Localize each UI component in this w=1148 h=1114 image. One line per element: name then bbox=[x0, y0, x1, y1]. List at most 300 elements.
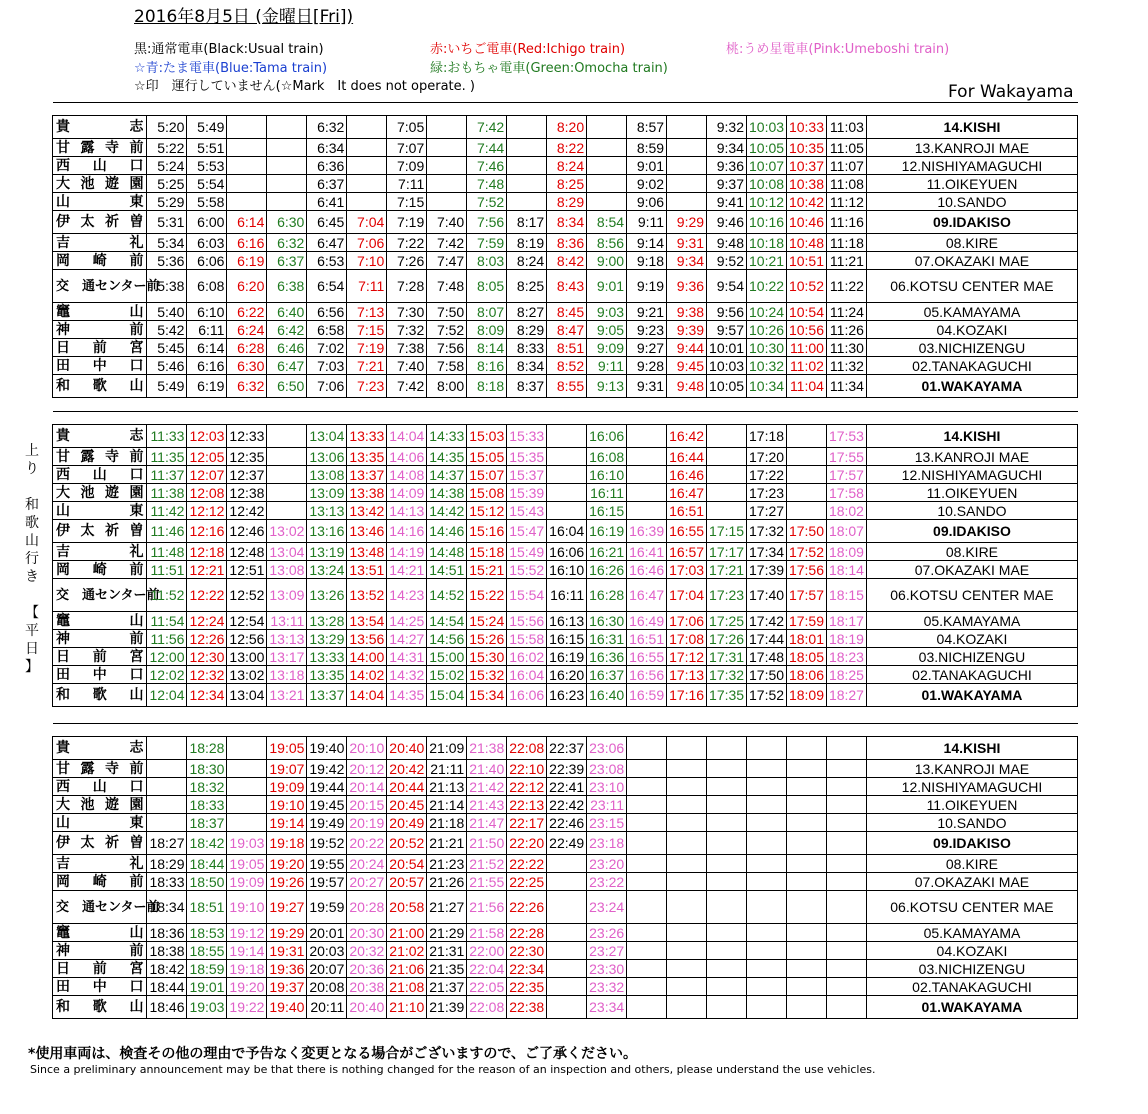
departure-time: 10:35 bbox=[786, 139, 826, 157]
departure-time: 21:37 bbox=[427, 978, 467, 996]
departure-time: 18:27 bbox=[147, 832, 187, 855]
departure-time bbox=[667, 116, 707, 139]
departure-time bbox=[227, 814, 267, 832]
departure-time: 18:36 bbox=[147, 924, 187, 942]
departure-time: 10:22 bbox=[747, 270, 787, 303]
station-name-en: 07.OKAZAKI MAE bbox=[866, 873, 1077, 891]
departure-time: 10:21 bbox=[747, 252, 787, 270]
station-name-ja: 甘露寺前 bbox=[53, 139, 147, 157]
timetable-evening bbox=[52, 723, 1078, 1019]
departure-time: 11:51 bbox=[147, 561, 187, 579]
departure-time: 11:12 bbox=[826, 193, 866, 211]
departure-time: 12:03 bbox=[187, 425, 227, 448]
departure-time bbox=[667, 737, 707, 760]
departure-time: 13:09 bbox=[267, 579, 307, 612]
departure-time: 19:52 bbox=[307, 832, 347, 855]
departure-time: 12:02 bbox=[147, 666, 187, 684]
departure-time: 14:04 bbox=[387, 425, 427, 448]
station-name-en: 03.NICHIZENGU bbox=[866, 339, 1077, 357]
departure-time bbox=[667, 978, 707, 996]
departure-time: 16:31 bbox=[587, 630, 627, 648]
departure-time: 14:04 bbox=[347, 684, 387, 707]
departure-time: 21:23 bbox=[427, 855, 467, 873]
departure-time: 15:34 bbox=[467, 684, 507, 707]
departure-time: 9:36 bbox=[707, 157, 747, 175]
departure-time: 19:09 bbox=[267, 778, 307, 796]
departure-time: 14:35 bbox=[427, 448, 467, 466]
departure-time: 21:35 bbox=[427, 960, 467, 978]
departure-time: 22:30 bbox=[507, 942, 547, 960]
departure-time: 12:22 bbox=[187, 579, 227, 612]
departure-time: 18:34 bbox=[147, 891, 187, 924]
station-name-ja: 山東 bbox=[53, 193, 147, 211]
departure-time: 8:59 bbox=[627, 139, 667, 157]
departure-time: 18:17 bbox=[826, 612, 866, 630]
departure-time: 21:13 bbox=[427, 778, 467, 796]
departure-time bbox=[826, 832, 866, 855]
departure-time bbox=[227, 175, 267, 193]
departure-time: 14:02 bbox=[347, 666, 387, 684]
departure-time: 6:40 bbox=[267, 303, 307, 321]
departure-time: 22:25 bbox=[507, 873, 547, 891]
legend-blue: ☆青:たま電車(Blue:Tama train) bbox=[134, 61, 328, 76]
departure-time: 6:00 bbox=[187, 211, 227, 234]
departure-time: 13:33 bbox=[307, 648, 347, 666]
departure-time: 8:05 bbox=[467, 270, 507, 303]
departure-time: 19:40 bbox=[307, 737, 347, 760]
departure-time: 21:31 bbox=[427, 942, 467, 960]
departure-time: 12:46 bbox=[227, 520, 267, 543]
departure-time: 20:40 bbox=[387, 737, 427, 760]
departure-time: 22:05 bbox=[467, 978, 507, 996]
departure-time: 6:50 bbox=[267, 375, 307, 398]
departure-time: 6:06 bbox=[187, 252, 227, 270]
departure-time: 19:14 bbox=[227, 942, 267, 960]
departure-time: 13:11 bbox=[267, 612, 307, 630]
departure-time: 18:37 bbox=[187, 814, 227, 832]
departure-time: 15:22 bbox=[467, 579, 507, 612]
departure-time bbox=[547, 873, 587, 891]
departure-time: 21:43 bbox=[467, 796, 507, 814]
station-name-en: 14.KISHI bbox=[866, 425, 1077, 448]
departure-time: 11:52 bbox=[147, 579, 187, 612]
departure-time: 19:05 bbox=[227, 855, 267, 873]
departure-time bbox=[707, 855, 747, 873]
departure-time bbox=[507, 116, 547, 139]
departure-time: 10:54 bbox=[786, 303, 826, 321]
table-row bbox=[53, 211, 1078, 234]
departure-time bbox=[786, 448, 826, 466]
departure-time: 14:52 bbox=[427, 579, 467, 612]
departure-time: 17:21 bbox=[707, 561, 747, 579]
departure-time: 16:51 bbox=[627, 630, 667, 648]
departure-time: 14:08 bbox=[387, 466, 427, 484]
departure-time: 6:53 bbox=[307, 252, 347, 270]
departure-time: 21:02 bbox=[387, 942, 427, 960]
departure-time: 13:02 bbox=[267, 520, 307, 543]
departure-time: 8:36 bbox=[547, 234, 587, 252]
departure-time: 12:04 bbox=[147, 684, 187, 707]
departure-time bbox=[786, 425, 826, 448]
departure-time: 20:28 bbox=[347, 891, 387, 924]
departure-time: 12:51 bbox=[227, 561, 267, 579]
departure-time: 6:14 bbox=[187, 339, 227, 357]
departure-time: 15:33 bbox=[507, 425, 547, 448]
departure-time bbox=[627, 873, 667, 891]
departure-time: 7:22 bbox=[387, 234, 427, 252]
departure-time: 7:10 bbox=[347, 252, 387, 270]
departure-time: 16:56 bbox=[627, 666, 667, 684]
departure-time: 14:56 bbox=[427, 630, 467, 648]
departure-time: 20:49 bbox=[387, 814, 427, 832]
departure-time: 22:10 bbox=[507, 760, 547, 778]
departure-time: 20:42 bbox=[387, 760, 427, 778]
departure-time: 13:24 bbox=[307, 561, 347, 579]
departure-time: 15:08 bbox=[467, 484, 507, 502]
departure-time: 6:34 bbox=[307, 139, 347, 157]
departure-time: 15:37 bbox=[507, 466, 547, 484]
departure-time bbox=[227, 760, 267, 778]
side-label-char: 】 bbox=[25, 659, 39, 675]
departure-time: 18:53 bbox=[187, 924, 227, 942]
departure-time: 9:48 bbox=[707, 234, 747, 252]
departure-time: 21:55 bbox=[467, 873, 507, 891]
departure-time: 8:09 bbox=[467, 321, 507, 339]
departure-time bbox=[707, 760, 747, 778]
table-row bbox=[53, 873, 1078, 891]
departure-time: 22:42 bbox=[547, 796, 587, 814]
departure-time: 18:59 bbox=[187, 960, 227, 978]
departure-time bbox=[227, 116, 267, 139]
departure-time: 19:57 bbox=[307, 873, 347, 891]
departure-time: 20:27 bbox=[347, 873, 387, 891]
timetable-morning bbox=[52, 102, 1078, 398]
departure-time bbox=[427, 139, 467, 157]
departure-time: 9:00 bbox=[587, 252, 627, 270]
departure-time: 15:02 bbox=[427, 666, 467, 684]
departure-time bbox=[587, 193, 627, 211]
table-row bbox=[53, 543, 1078, 561]
departure-time: 18:01 bbox=[786, 630, 826, 648]
table-row bbox=[53, 579, 1078, 612]
departure-time: 17:39 bbox=[747, 561, 787, 579]
departure-time bbox=[707, 942, 747, 960]
departure-time bbox=[627, 737, 667, 760]
departure-time bbox=[747, 996, 787, 1019]
departure-time: 21:47 bbox=[467, 814, 507, 832]
departure-time: 13:00 bbox=[227, 648, 267, 666]
side-label-char bbox=[24, 478, 40, 496]
departure-time: 17:42 bbox=[747, 612, 787, 630]
departure-time: 13:08 bbox=[267, 561, 307, 579]
departure-time: 18:32 bbox=[187, 778, 227, 796]
departure-time bbox=[627, 778, 667, 796]
departure-time: 13:18 bbox=[267, 666, 307, 684]
departure-time: 17:32 bbox=[747, 520, 787, 543]
departure-time: 12:05 bbox=[187, 448, 227, 466]
departure-time: 19:40 bbox=[267, 996, 307, 1019]
station-name-ja: 貴志 bbox=[53, 425, 147, 448]
departure-time: 17:15 bbox=[707, 520, 747, 543]
departure-time: 16:40 bbox=[587, 684, 627, 707]
departure-time: 17:27 bbox=[747, 502, 787, 520]
departure-time bbox=[547, 960, 587, 978]
departure-time: 23:20 bbox=[587, 855, 627, 873]
departure-time: 16:55 bbox=[667, 520, 707, 543]
station-name-ja: 貴志 bbox=[53, 116, 147, 139]
departure-time: 5:24 bbox=[147, 157, 187, 175]
departure-time: 11:48 bbox=[147, 543, 187, 561]
departure-time: 9:18 bbox=[627, 252, 667, 270]
departure-time: 10:51 bbox=[786, 252, 826, 270]
departure-time: 23:15 bbox=[587, 814, 627, 832]
departure-time: 19:10 bbox=[227, 891, 267, 924]
departure-time: 7:52 bbox=[427, 321, 467, 339]
departure-time: 9:34 bbox=[707, 139, 747, 157]
departure-time: 6:32 bbox=[227, 375, 267, 398]
departure-time bbox=[667, 832, 707, 855]
departure-time: 21:14 bbox=[427, 796, 467, 814]
departure-time: 19:12 bbox=[227, 924, 267, 942]
station-name-en: 08.KIRE bbox=[866, 234, 1077, 252]
departure-time: 13:26 bbox=[307, 579, 347, 612]
table-row bbox=[53, 832, 1078, 855]
station-name-ja: 西山口 bbox=[53, 157, 147, 175]
departure-time: 7:06 bbox=[307, 375, 347, 398]
departure-time: 15:07 bbox=[467, 466, 507, 484]
departure-time: 15:39 bbox=[507, 484, 547, 502]
departure-time: 22:34 bbox=[507, 960, 547, 978]
departure-time bbox=[667, 891, 707, 924]
station-name-en: 11.OIKEYUEN bbox=[866, 484, 1077, 502]
departure-time: 6:19 bbox=[187, 375, 227, 398]
table-row bbox=[53, 630, 1078, 648]
departure-time: 18:06 bbox=[786, 666, 826, 684]
departure-time: 10:07 bbox=[747, 157, 787, 175]
departure-time: 15:24 bbox=[467, 612, 507, 630]
station-name-en: 11.OIKEYUEN bbox=[866, 796, 1077, 814]
table-row bbox=[53, 648, 1078, 666]
departure-time bbox=[627, 484, 667, 502]
departure-time: 10:01 bbox=[707, 339, 747, 357]
departure-time: 14:27 bbox=[387, 630, 427, 648]
departure-time: 9:45 bbox=[667, 357, 707, 375]
departure-time: 11:02 bbox=[786, 357, 826, 375]
departure-time: 6:14 bbox=[227, 211, 267, 234]
departure-time: 14:38 bbox=[427, 484, 467, 502]
departure-time bbox=[267, 502, 307, 520]
departure-time bbox=[826, 978, 866, 996]
departure-time: 13:04 bbox=[227, 684, 267, 707]
departure-time bbox=[786, 855, 826, 873]
departure-time: 19:09 bbox=[227, 873, 267, 891]
departure-time: 21:11 bbox=[427, 760, 467, 778]
departure-time: 10:24 bbox=[747, 303, 787, 321]
departure-time bbox=[707, 737, 747, 760]
departure-time: 9:38 bbox=[667, 303, 707, 321]
departure-time: 13:35 bbox=[307, 666, 347, 684]
note-japanese: *使用車両は、検査その他の理由で予告なく変更となる場合がございますので、ご了承ください。 bbox=[28, 1046, 638, 1062]
station-name-en: 10.SANDO bbox=[866, 814, 1077, 832]
table-row bbox=[53, 357, 1078, 375]
departure-time: 19:55 bbox=[307, 855, 347, 873]
departure-time: 16:41 bbox=[627, 543, 667, 561]
departure-time: 7:38 bbox=[387, 339, 427, 357]
departure-time: 18:42 bbox=[147, 960, 187, 978]
departure-time: 6:19 bbox=[227, 252, 267, 270]
departure-time: 11:24 bbox=[826, 303, 866, 321]
station-name-en: 07.OKAZAKI MAE bbox=[866, 252, 1077, 270]
departure-time: 16:28 bbox=[587, 579, 627, 612]
departure-time bbox=[747, 978, 787, 996]
departure-time: 15:32 bbox=[467, 666, 507, 684]
departure-time: 11:38 bbox=[147, 484, 187, 502]
departure-time bbox=[547, 448, 587, 466]
departure-time: 16:51 bbox=[667, 502, 707, 520]
departure-time: 6:32 bbox=[267, 234, 307, 252]
departure-time: 12:33 bbox=[227, 425, 267, 448]
departure-time: 19:14 bbox=[267, 814, 307, 832]
departure-time: 12:42 bbox=[227, 502, 267, 520]
side-label-char: 和 bbox=[25, 497, 39, 513]
table-row bbox=[53, 612, 1078, 630]
station-name-ja: 山東 bbox=[53, 502, 147, 520]
departure-time: 13:13 bbox=[267, 630, 307, 648]
departure-time bbox=[707, 891, 747, 924]
departure-time: 9:11 bbox=[587, 357, 627, 375]
station-name-ja: 和歌山 bbox=[53, 996, 147, 1019]
departure-time: 16:04 bbox=[547, 520, 587, 543]
departure-time: 19:20 bbox=[267, 855, 307, 873]
side-label-char bbox=[24, 586, 40, 604]
departure-time: 16:47 bbox=[627, 579, 667, 612]
departure-time bbox=[667, 960, 707, 978]
station-name-en: 13.KANROJI MAE bbox=[866, 760, 1077, 778]
departure-time: 20:22 bbox=[347, 832, 387, 855]
departure-time: 20:57 bbox=[387, 873, 427, 891]
departure-time bbox=[707, 978, 747, 996]
departure-time: 9:54 bbox=[707, 270, 747, 303]
departure-time: 16:06 bbox=[507, 684, 547, 707]
departure-time bbox=[547, 425, 587, 448]
departure-time bbox=[347, 139, 387, 157]
departure-time: 10:12 bbox=[747, 193, 787, 211]
departure-time bbox=[267, 116, 307, 139]
departure-time bbox=[786, 466, 826, 484]
departure-time bbox=[627, 502, 667, 520]
departure-time: 8:24 bbox=[507, 252, 547, 270]
departure-time: 6:16 bbox=[187, 357, 227, 375]
departure-time: 9:03 bbox=[587, 303, 627, 321]
departure-time: 21:52 bbox=[467, 855, 507, 873]
station-name-ja: 日前宮 bbox=[53, 960, 147, 978]
departure-time bbox=[826, 737, 866, 760]
departure-time: 17:55 bbox=[826, 448, 866, 466]
departure-time: 7:07 bbox=[387, 139, 427, 157]
departure-time: 5:54 bbox=[187, 175, 227, 193]
departure-time bbox=[707, 924, 747, 942]
station-name-ja: 甘露寺前 bbox=[53, 760, 147, 778]
departure-time bbox=[147, 796, 187, 814]
station-name-en: 10.SANDO bbox=[866, 502, 1077, 520]
departure-time: 22:13 bbox=[507, 796, 547, 814]
departure-time: 16:13 bbox=[547, 612, 587, 630]
station-name-ja: 田中口 bbox=[53, 357, 147, 375]
departure-time bbox=[747, 960, 787, 978]
departure-time bbox=[707, 796, 747, 814]
departure-time: 17:40 bbox=[747, 579, 787, 612]
departure-time: 20:08 bbox=[307, 978, 347, 996]
departure-time: 13:16 bbox=[307, 520, 347, 543]
departure-time: 16:39 bbox=[627, 520, 667, 543]
departure-time: 13:04 bbox=[307, 425, 347, 448]
departure-time: 18:29 bbox=[147, 855, 187, 873]
departure-time bbox=[627, 942, 667, 960]
departure-time: 9:31 bbox=[627, 375, 667, 398]
departure-time: 16:21 bbox=[587, 543, 627, 561]
departure-time: 17:03 bbox=[667, 561, 707, 579]
departure-time: 6:20 bbox=[227, 270, 267, 303]
departure-time: 8:33 bbox=[507, 339, 547, 357]
departure-time: 8:20 bbox=[547, 116, 587, 139]
station-name-en: 04.KOZAKI bbox=[866, 630, 1077, 648]
legend-red: 赤:いちご電車(Red:Ichigo train) bbox=[430, 42, 626, 57]
departure-time: 20:36 bbox=[347, 960, 387, 978]
departure-time: 21:40 bbox=[467, 760, 507, 778]
departure-time bbox=[747, 737, 787, 760]
departure-time: 9:23 bbox=[627, 321, 667, 339]
departure-time: 8:56 bbox=[587, 234, 627, 252]
departure-time: 8:25 bbox=[547, 175, 587, 193]
station-name-ja: 竈山 bbox=[53, 303, 147, 321]
departure-time: 16:30 bbox=[587, 612, 627, 630]
departure-time bbox=[547, 484, 587, 502]
departure-time: 16:46 bbox=[627, 561, 667, 579]
departure-time: 19:45 bbox=[307, 796, 347, 814]
departure-time: 6:08 bbox=[187, 270, 227, 303]
departure-time: 10:03 bbox=[747, 116, 787, 139]
departure-time: 14:13 bbox=[387, 502, 427, 520]
departure-time: 10:56 bbox=[786, 321, 826, 339]
departure-time: 12:35 bbox=[227, 448, 267, 466]
departure-time: 17:50 bbox=[747, 666, 787, 684]
departure-time: 6:56 bbox=[307, 303, 347, 321]
departure-time: 14:33 bbox=[427, 425, 467, 448]
departure-time: 12:16 bbox=[187, 520, 227, 543]
departure-time: 10:37 bbox=[786, 157, 826, 175]
departure-time: 17:57 bbox=[826, 466, 866, 484]
departure-time bbox=[547, 924, 587, 942]
departure-time: 21:00 bbox=[387, 924, 427, 942]
departure-time bbox=[627, 760, 667, 778]
departure-time bbox=[667, 778, 707, 796]
departure-time bbox=[627, 466, 667, 484]
departure-time: 13:33 bbox=[347, 425, 387, 448]
departure-time: 6:38 bbox=[267, 270, 307, 303]
departure-time bbox=[627, 996, 667, 1019]
departure-time: 16:15 bbox=[547, 630, 587, 648]
departure-time: 21:50 bbox=[467, 832, 507, 855]
station-name-en: 11.OIKEYUEN bbox=[866, 175, 1077, 193]
departure-time bbox=[747, 832, 787, 855]
departure-time bbox=[267, 484, 307, 502]
departure-time bbox=[667, 855, 707, 873]
table-row bbox=[53, 375, 1078, 398]
departure-time: 18:02 bbox=[826, 502, 866, 520]
station-name-ja: 交 通センター前 bbox=[53, 579, 147, 612]
departure-time bbox=[347, 116, 387, 139]
departure-time bbox=[227, 796, 267, 814]
